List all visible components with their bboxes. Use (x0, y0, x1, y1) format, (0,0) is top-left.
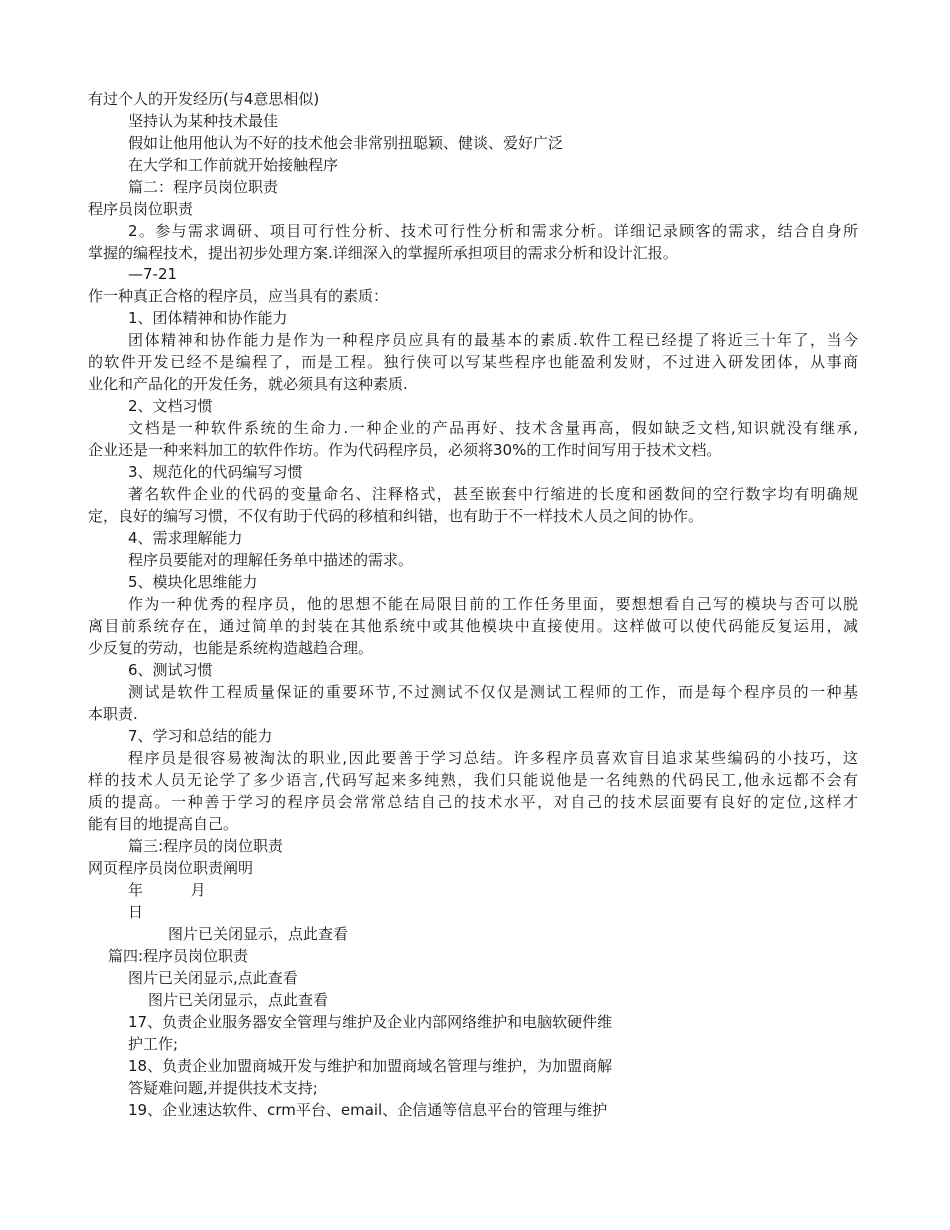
subsection-heading: 6、测试习惯 (128, 661, 213, 679)
section-heading: 篇四:程序员岗位职责 (108, 947, 249, 965)
subsection-heading: 4、需求理解能力 (128, 529, 243, 547)
image-placeholder-link[interactable]: 图片已关闭显示,点此查看 (128, 969, 298, 987)
text-line: 作为一种优秀的程序员，他的思想不能在局限目前的工作任务里面，要想想看自己写的模块与否可以脱 (128, 595, 858, 613)
text-line: 掌握的编程技术，提出初步处理方案.详细深入的掌握所承担项目的需求分析和设计汇报。 (88, 244, 678, 262)
text-line: 有过个人的开发经历(与4意思相似) (88, 90, 320, 108)
text-line: 护工作; (128, 1035, 179, 1053)
text-line: 本职责. (88, 705, 138, 723)
text-line: 定，良好的编写习惯，不仅有助于代码的移植和纠错，也有助于不一样技术人员之间的协作。 (88, 507, 704, 525)
text-line: 答疑难问题,并提供技术支持; (128, 1079, 318, 1097)
text-line: 离目前系统存在，通过简单的封装在其他系统中或其他模块中直接使用。这样做可以使代码能反复运用，减 (88, 617, 858, 635)
image-placeholder-link[interactable]: 图片已关闭显示，点此查看 (148, 991, 329, 1009)
section-title: 程序员岗位职责 (88, 200, 194, 218)
text-line: 质的提高。一种善于学习的程序员会常常总结自己的技术水平，对自己的技术层面要有良好的定位,这样才 (88, 793, 858, 811)
text-line: 著名软件企业的代码的变量命名、注释格式，甚至嵌套中行缩进的长度和函数间的空行数字均有明确规 (128, 485, 858, 503)
text-line: 测试是软件工程质量保证的重要环节,不过测试不仅仅是测试工程师的工作，而是每个程序员的一种基 (128, 683, 858, 701)
text-line: 坚持认为某种技术最佳 (128, 112, 279, 130)
subsection-heading: 5、模块化思维能力 (128, 573, 258, 591)
section-heading: 篇二：程序员岗位职责 (128, 178, 279, 196)
subsection-heading: 1、团体精神和协作能力 (128, 309, 288, 327)
section-heading: 篇三:程序员的岗位职责 (128, 837, 284, 855)
text-line: 能有目的地提高自己。 (88, 815, 239, 833)
text-line: 少反复的劳动，也能是系统构造越趋合理。 (88, 639, 374, 657)
text-line: 业化和产品化的开发任务，就必须具有这种素质. (88, 375, 408, 393)
image-placeholder-link[interactable]: 图片已关闭显示，点此查看 (168, 925, 349, 943)
text-line: 17、负责企业服务器安全管理与维护及企业内部网络维护和电脑软硬件维 (128, 1013, 613, 1031)
text-line: —7-21 (128, 265, 178, 283)
text-line: 假如让他用他认为不好的技术他会非常别扭聪颖、健谈、爱好广泛 (128, 134, 564, 152)
subsection-heading: 2、文档习惯 (128, 397, 213, 415)
date-line: 日 (128, 903, 144, 921)
subsection-heading: 7、学习和总结的能力 (128, 727, 273, 745)
date-line: 年 月 (128, 881, 206, 899)
text-line: 的软件开发已经不是编程了，而是工程。独行侠可以写某些程序也能盈利发财，不过进入研发团体，从事商 (88, 353, 858, 371)
text-line: 程序员要能对的理解任务单中描述的需求。 (128, 551, 414, 569)
text-line: 19、企业速达软件、crm平台、email、企信通等信息平台的管理与维护 (128, 1101, 608, 1119)
text-line: 程序员是很容易被淘汰的职业,因此要善于学习总结。许多程序员喜欢盲目追求某些编码的小技巧，这 (128, 749, 858, 767)
subsection-heading: 3、规范化的代码编写习惯 (128, 463, 303, 481)
text-line: 文档是一种软件系统的生命力.一种企业的产品再好、技术含量再高，假如缺乏文档,知识就没有继承, (128, 419, 858, 437)
text-line: 在大学和工作前就开始接触程序 (128, 156, 339, 174)
section-title: 网页程序员岗位职责阐明 (88, 859, 254, 877)
text-line: 团体精神和协作能力是作为一种程序员应具有的最基本的素质.软件工程已经提了将近三十年了，当今 (128, 331, 858, 349)
text-line: 样的技术人员无论学了多少语言,代码写起来多纯熟，我们只能说他是一名纯熟的代码民工,他永远都不会有 (88, 771, 858, 789)
text-line: 企业还是一种来料加工的软件作坊。作为代码程序员，必须将30%的工作时间写用于技术文档。 (88, 441, 722, 459)
text-line: 2。参与需求调研、项目可行性分析、技术可行性分析和需求分析。详细记录顾客的需求，结合自身所 (128, 222, 858, 240)
text-line: 作一种真正合格的程序员，应当具有的素质： (88, 287, 389, 305)
text-line: 18、负责企业加盟商城开发与维护和加盟商域名管理与维护，为加盟商解 (128, 1057, 613, 1075)
